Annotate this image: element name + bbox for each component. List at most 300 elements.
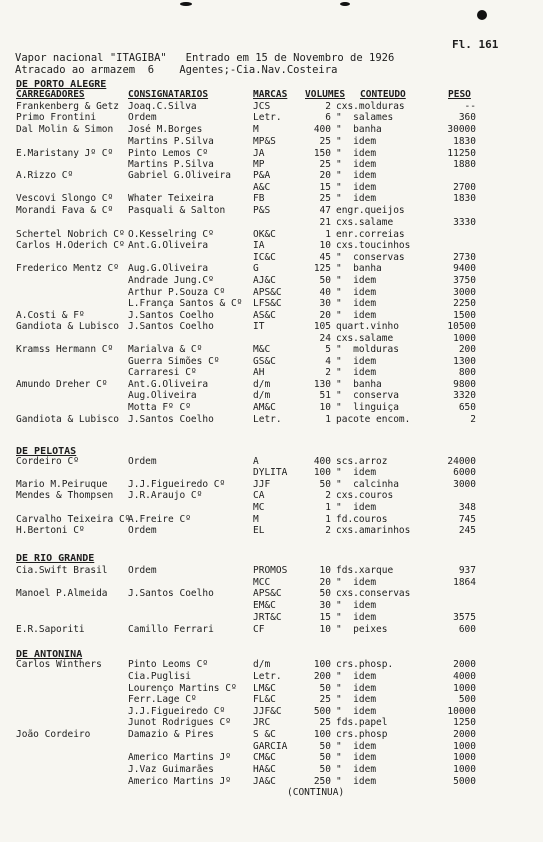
cell-vol: 25 bbox=[319, 717, 331, 728]
cell-con: J.Santos Coelho bbox=[128, 321, 214, 332]
cell-vol: 20 bbox=[319, 577, 331, 588]
manifest-row bbox=[0, 752, 543, 763]
cell-vol: 50 bbox=[319, 752, 331, 763]
cell-peso: 245 bbox=[458, 525, 476, 536]
cell-peso: 30000 bbox=[447, 124, 476, 135]
cell-vol: 50 bbox=[319, 764, 331, 775]
cell-vol: 2 bbox=[325, 101, 331, 112]
cell-cont: " conserva bbox=[336, 390, 399, 401]
manifest-row bbox=[0, 182, 543, 193]
cell-con: O.Kesselring Cº bbox=[128, 229, 214, 240]
cell-mar: CF bbox=[253, 624, 265, 635]
cell-vol: 15 bbox=[319, 612, 331, 623]
cell-con: Motta Fº Cº bbox=[128, 402, 191, 413]
cell-con: Guerra Simões Cº bbox=[128, 356, 220, 367]
cell-vol: 100 bbox=[313, 729, 331, 740]
cell-mar: AH bbox=[253, 367, 265, 378]
cell-mar: P&A bbox=[253, 170, 271, 181]
cell-cont: " idem bbox=[336, 671, 377, 682]
cell-mar: AS&C bbox=[253, 310, 276, 321]
manifest-row bbox=[0, 671, 543, 682]
cell-peso: 500 bbox=[458, 694, 476, 705]
cell-peso: 1000 bbox=[453, 333, 476, 344]
cell-con: J.Vaz Guimarães bbox=[128, 764, 214, 775]
cell-vol: 400 bbox=[313, 456, 331, 467]
cell-con: Carraresi Cº bbox=[128, 367, 197, 378]
cell-cont: " salames bbox=[336, 112, 394, 123]
manifest-row bbox=[0, 252, 543, 263]
manifest-row bbox=[0, 414, 543, 425]
cell-peso: 1864 bbox=[453, 577, 476, 588]
continua-note: (CONTINUA) bbox=[287, 787, 345, 798]
cell-car: Vescovi Slongo Cº bbox=[16, 193, 114, 204]
cell-mar: FL&C bbox=[253, 694, 276, 705]
cell-vol: 50 bbox=[319, 588, 331, 599]
column-header-marcas: MARCAS bbox=[253, 89, 288, 100]
manifest-row bbox=[0, 310, 543, 321]
cell-car: Mendes & Thompsen bbox=[16, 490, 114, 501]
cell-cont: " calcinha bbox=[336, 479, 399, 490]
cell-peso: 1830 bbox=[453, 193, 476, 204]
cell-mar: MP bbox=[253, 159, 265, 170]
cell-mar: JRT&C bbox=[253, 612, 282, 623]
cell-peso: 3330 bbox=[453, 217, 476, 228]
cell-vol: 40 bbox=[319, 287, 331, 298]
cell-mar: APS&C bbox=[253, 588, 282, 599]
cell-mar: JJF bbox=[253, 479, 271, 490]
cell-mar: HA&C bbox=[253, 764, 276, 775]
cell-mar: GARCIA bbox=[253, 741, 288, 752]
cell-vol: 50 bbox=[319, 741, 331, 752]
cell-con: J.J.Figueiredo Cº bbox=[128, 479, 226, 490]
cell-con: Gabriel G.Oliveira bbox=[128, 170, 231, 181]
cell-vol: 130 bbox=[313, 379, 331, 390]
cell-mar: A bbox=[253, 456, 259, 467]
cell-cont: quart.vinho bbox=[336, 321, 399, 332]
cell-vol: 25 bbox=[319, 193, 331, 204]
cell-vol: 25 bbox=[319, 136, 331, 147]
cell-car: A.Costi & Fº bbox=[16, 310, 85, 321]
cell-cont: cxs.conservas bbox=[336, 588, 411, 599]
cell-cont: cxs.toucinhos bbox=[336, 240, 411, 251]
cell-con: Camillo Ferrari bbox=[128, 624, 214, 635]
cell-cont: " idem bbox=[336, 776, 377, 787]
cell-vol: 50 bbox=[319, 479, 331, 490]
manifest-row bbox=[0, 659, 543, 670]
cell-peso: 5000 bbox=[453, 776, 476, 787]
cell-vol: 200 bbox=[313, 671, 331, 682]
manifest-row bbox=[0, 694, 543, 705]
cell-vol: 125 bbox=[313, 263, 331, 274]
cell-peso: 1250 bbox=[453, 717, 476, 728]
cell-mar: MC bbox=[253, 502, 265, 513]
column-header-volumes: VOLUMES bbox=[305, 89, 346, 100]
cell-peso: 200 bbox=[458, 344, 476, 355]
cell-car: Carvalho Teixeira Cº bbox=[16, 514, 131, 525]
manifest-row bbox=[0, 525, 543, 536]
cell-car: Mario M.Peiruque bbox=[16, 479, 108, 490]
cell-peso: 650 bbox=[458, 402, 476, 413]
cell-car: Carlos H.Oderich Cº bbox=[16, 240, 125, 251]
cell-peso: 1300 bbox=[453, 356, 476, 367]
manifest-row bbox=[0, 275, 543, 286]
cell-con: Whater Teixeira bbox=[128, 193, 214, 204]
cell-vol: 2 bbox=[325, 367, 331, 378]
cell-con: J.J.Figueiredo Cº bbox=[128, 706, 226, 717]
cell-cont: cxs.salame bbox=[336, 217, 394, 228]
cell-vol: 30 bbox=[319, 600, 331, 611]
manifest-row bbox=[0, 159, 543, 170]
cell-mar: PROMOS bbox=[253, 565, 288, 576]
cell-vol: 100 bbox=[313, 659, 331, 670]
manifest-row bbox=[0, 612, 543, 623]
manifest-row bbox=[0, 479, 543, 490]
cell-vol: 10 bbox=[319, 240, 331, 251]
cell-con: Pasquali & Salton bbox=[128, 205, 226, 216]
cell-cont: " idem bbox=[336, 287, 377, 298]
cell-cont: " idem bbox=[336, 577, 377, 588]
cell-cont: " banha bbox=[336, 124, 382, 135]
manifest-row bbox=[0, 136, 543, 147]
cell-con: Ordem bbox=[128, 565, 157, 576]
manifest-row bbox=[0, 124, 543, 135]
manifest-row bbox=[0, 776, 543, 787]
cell-mar: M&C bbox=[253, 344, 271, 355]
cell-peso: 360 bbox=[458, 112, 476, 123]
cell-vol: 400 bbox=[313, 124, 331, 135]
manifest-row bbox=[0, 112, 543, 123]
cell-car: Primo Frontini bbox=[16, 112, 97, 123]
cell-peso: 3320 bbox=[453, 390, 476, 401]
cell-vol: 25 bbox=[319, 694, 331, 705]
cell-cont: fd.couros bbox=[336, 514, 388, 525]
cell-vol: 500 bbox=[313, 706, 331, 717]
cell-car: E.Maristany Jº Cº bbox=[16, 148, 114, 159]
cell-peso: 348 bbox=[458, 502, 476, 513]
cell-car: E.R.Saporiti bbox=[16, 624, 85, 635]
cell-vol: 47 bbox=[319, 205, 331, 216]
cell-vol: 20 bbox=[319, 310, 331, 321]
cell-vol: 51 bbox=[319, 390, 331, 401]
cell-cont: crs.phosp. bbox=[336, 659, 394, 670]
manifest-row bbox=[0, 344, 543, 355]
cell-con: José M.Borges bbox=[128, 124, 203, 135]
cell-mar: d/m bbox=[253, 379, 271, 390]
manifest-row bbox=[0, 565, 543, 576]
cell-peso: 600 bbox=[458, 624, 476, 635]
cell-vol: 20 bbox=[319, 170, 331, 181]
manifest-row bbox=[0, 729, 543, 740]
cell-vol: 24 bbox=[319, 333, 331, 344]
manifest-row bbox=[0, 229, 543, 240]
cell-cont: " molduras bbox=[336, 344, 399, 355]
cell-peso: 3000 bbox=[453, 287, 476, 298]
manifest-row bbox=[0, 321, 543, 332]
manifest-row bbox=[0, 764, 543, 775]
manifest-row bbox=[0, 514, 543, 525]
cell-peso: 1830 bbox=[453, 136, 476, 147]
cell-cont: " idem bbox=[336, 298, 377, 309]
cell-cont: " peixes bbox=[336, 624, 388, 635]
cell-peso: 800 bbox=[458, 367, 476, 378]
cell-cont: " idem bbox=[336, 367, 377, 378]
cell-cont: cxs.salame bbox=[336, 333, 394, 344]
cell-cont: cxs.couros bbox=[336, 490, 394, 501]
cell-peso: 6000 bbox=[453, 467, 476, 478]
cell-mar: MP&S bbox=[253, 136, 276, 147]
column-header-conteudo: CONTEUDO bbox=[360, 89, 406, 100]
cell-cont: " banha bbox=[336, 379, 382, 390]
cell-vol: 45 bbox=[319, 252, 331, 263]
cell-peso: 3750 bbox=[453, 275, 476, 286]
cell-con: Ordem bbox=[128, 456, 157, 467]
cell-con: Marialva & Cº bbox=[128, 344, 203, 355]
manifest-row bbox=[0, 148, 543, 159]
manifest-row bbox=[0, 333, 543, 344]
section-pelotas: DE PELOTAS bbox=[16, 446, 77, 457]
cell-con: Lourenço Martins Cº bbox=[128, 683, 237, 694]
cell-mar: JA&C bbox=[253, 776, 276, 787]
cell-vol: 4 bbox=[325, 356, 331, 367]
manifest-row bbox=[0, 706, 543, 717]
cell-con: A.Freire Cº bbox=[128, 514, 191, 525]
cell-mar: AJ&C bbox=[253, 275, 276, 286]
cell-car: Frederico Mentz Cº bbox=[16, 263, 119, 274]
cell-peso: 2000 bbox=[453, 659, 476, 670]
manifest-row bbox=[0, 467, 543, 478]
cell-car: Schertel Nobrich Cº bbox=[16, 229, 125, 240]
cell-vol: 25 bbox=[319, 159, 331, 170]
cell-cont: " idem bbox=[336, 752, 377, 763]
cell-cont: enr.correias bbox=[336, 229, 405, 240]
cell-mar: IA bbox=[253, 240, 265, 251]
cell-peso: 10500 bbox=[447, 321, 476, 332]
cell-peso: 1880 bbox=[453, 159, 476, 170]
cell-mar: EL bbox=[253, 525, 265, 536]
cell-peso: 9400 bbox=[453, 263, 476, 274]
cell-cont: " idem bbox=[336, 764, 377, 775]
cell-con: Damazio & Pires bbox=[128, 729, 214, 740]
manifest-row bbox=[0, 263, 543, 274]
cell-mar: M bbox=[253, 124, 259, 135]
section-rio-grande: DE RIO GRANDE bbox=[16, 553, 95, 564]
column-header-consignatarios: CONSIGNATARIOS bbox=[128, 89, 209, 100]
cell-con: Martins P.Silva bbox=[128, 159, 214, 170]
manifest-row bbox=[0, 298, 543, 309]
manifest-row bbox=[0, 170, 543, 181]
cell-car: Amundo Dreher Cº bbox=[16, 379, 108, 390]
manifest-row bbox=[0, 287, 543, 298]
cell-vol: 15 bbox=[319, 182, 331, 193]
cell-cont: " idem bbox=[336, 356, 377, 367]
cell-vol: 50 bbox=[319, 683, 331, 694]
cell-mar: IC&C bbox=[253, 252, 276, 263]
cell-cont: " conservas bbox=[336, 252, 405, 263]
cell-cont: pacote encom. bbox=[336, 414, 411, 425]
cell-cont: " idem bbox=[336, 467, 377, 478]
cell-cont: " idem bbox=[336, 136, 377, 147]
cell-car: Dal Molin & Simon bbox=[16, 124, 114, 135]
cell-car: Gandiota & Lubisco bbox=[16, 414, 119, 425]
cell-mar: LFS&C bbox=[253, 298, 282, 309]
cell-peso: 1000 bbox=[453, 764, 476, 775]
cell-mar: Letr. bbox=[253, 414, 282, 425]
cell-vol: 2 bbox=[325, 525, 331, 536]
cell-vol: 1 bbox=[325, 514, 331, 525]
cell-peso: 3575 bbox=[453, 612, 476, 623]
column-header-peso: PESO bbox=[448, 89, 471, 100]
cell-mar: CM&C bbox=[253, 752, 276, 763]
cell-con: Ordem bbox=[128, 112, 157, 123]
cell-mar: JA bbox=[253, 148, 265, 159]
cell-car: Carlos Winthers bbox=[16, 659, 102, 670]
manifest-row bbox=[0, 490, 543, 501]
cell-peso: 1000 bbox=[453, 752, 476, 763]
cell-con: Pinto Leoms Cº bbox=[128, 659, 209, 670]
manifest-row bbox=[0, 624, 543, 635]
cell-cont: " idem bbox=[336, 612, 377, 623]
cell-mar: M bbox=[253, 514, 259, 525]
ink-blot bbox=[340, 2, 350, 6]
cell-peso: 10000 bbox=[447, 706, 476, 717]
cell-vol: 2 bbox=[325, 490, 331, 501]
cell-vol: 150 bbox=[313, 148, 331, 159]
manifest-row bbox=[0, 577, 543, 588]
cell-mar: d/m bbox=[253, 659, 271, 670]
cell-cont: " idem bbox=[336, 275, 377, 286]
vessel-line: Vapor nacional "ITAGIBA" Entrado em 15 de Novembro de 1926 bbox=[15, 52, 395, 64]
cell-peso: 2 bbox=[470, 414, 476, 425]
cell-mar: IT bbox=[253, 321, 265, 332]
manifest-row bbox=[0, 356, 543, 367]
cell-cont: " idem bbox=[336, 159, 377, 170]
cell-car: H.Bertoni Cº bbox=[16, 525, 85, 536]
cell-cont: engr.queijos bbox=[336, 205, 405, 216]
cell-con: Martins P.Silva bbox=[128, 136, 214, 147]
cell-mar: d/m bbox=[253, 390, 271, 401]
cell-cont: " idem bbox=[336, 741, 377, 752]
cell-con: Americo Martins Jº bbox=[128, 752, 231, 763]
cell-mar: LM&C bbox=[253, 683, 276, 694]
cell-con: Americo Martins Jº bbox=[128, 776, 231, 787]
manifest-row bbox=[0, 588, 543, 599]
cell-peso: -- bbox=[464, 101, 476, 112]
cell-cont: " idem bbox=[336, 694, 377, 705]
cell-cont: " idem bbox=[336, 706, 377, 717]
manifest-row bbox=[0, 502, 543, 513]
cell-vol: 1 bbox=[325, 502, 331, 513]
cell-cont: " idem bbox=[336, 600, 377, 611]
cell-peso: 2000 bbox=[453, 729, 476, 740]
cell-mar: EM&C bbox=[253, 600, 276, 611]
cell-mar: Letr. bbox=[253, 671, 282, 682]
cell-cont: " idem bbox=[336, 170, 377, 181]
cell-con: Ferr.Lage Cº bbox=[128, 694, 197, 705]
cell-mar: CA bbox=[253, 490, 265, 501]
cell-mar: OK&C bbox=[253, 229, 276, 240]
cell-cont: " linguiça bbox=[336, 402, 399, 413]
dock-agent-line: Atracado ao armazem 6 Agentes;-Cia.Nav.Costeira bbox=[15, 64, 338, 76]
cell-mar: G bbox=[253, 263, 259, 274]
cell-mar: S &C bbox=[253, 729, 276, 740]
cell-peso: 3000 bbox=[453, 479, 476, 490]
cell-mar: GS&C bbox=[253, 356, 276, 367]
manifest-row bbox=[0, 600, 543, 611]
cell-peso: 24000 bbox=[447, 456, 476, 467]
manifest-row bbox=[0, 390, 543, 401]
page-number: Fl. 161 bbox=[452, 38, 499, 51]
cell-cont: scs.arroz bbox=[336, 456, 388, 467]
cell-mar: Letr. bbox=[253, 112, 282, 123]
ink-blot bbox=[477, 10, 487, 20]
cell-car: Morandi Fava & Cº bbox=[16, 205, 114, 216]
cell-vol: 30 bbox=[319, 298, 331, 309]
cell-mar: P&S bbox=[253, 205, 271, 216]
manifest-row bbox=[0, 193, 543, 204]
cell-con: Aug.Oliveira bbox=[128, 390, 197, 401]
cell-vol: 21 bbox=[319, 217, 331, 228]
cell-peso: 1500 bbox=[453, 310, 476, 321]
cell-vol: 1 bbox=[325, 229, 331, 240]
cell-car: Frankenberg & Getz bbox=[16, 101, 119, 112]
cell-car: A.Rizzo Cº bbox=[16, 170, 74, 181]
cell-peso: 11250 bbox=[447, 148, 476, 159]
cell-mar: JCS bbox=[253, 101, 271, 112]
cell-vol: 100 bbox=[313, 467, 331, 478]
cell-peso: 745 bbox=[458, 514, 476, 525]
cell-cont: cxs.molduras bbox=[336, 101, 405, 112]
cell-mar: AM&C bbox=[253, 402, 276, 413]
cell-con: Pinto Lemos Cº bbox=[128, 148, 209, 159]
cell-con: Andrade Jung.Cº bbox=[128, 275, 214, 286]
manifest-row bbox=[0, 717, 543, 728]
cell-con: Joaq.C.Silva bbox=[128, 101, 197, 112]
cell-vol: 6 bbox=[325, 112, 331, 123]
cell-cont: " idem bbox=[336, 310, 377, 321]
cell-cont: " idem bbox=[336, 683, 377, 694]
manifest-row bbox=[0, 205, 543, 216]
cell-car: Cia.Swift Brasil bbox=[16, 565, 108, 576]
manifest-row bbox=[0, 217, 543, 228]
cell-peso: 2730 bbox=[453, 252, 476, 263]
cell-con: J.R.Araujo Cº bbox=[128, 490, 203, 501]
column-header-carregadores: CARREGADORES bbox=[16, 89, 85, 100]
cell-vol: 10 bbox=[319, 624, 331, 635]
cell-con: Ant.G.Oliveira bbox=[128, 379, 209, 390]
cell-car: Kramss Hermann Cº bbox=[16, 344, 114, 355]
cell-car: Manoel P.Almeida bbox=[16, 588, 108, 599]
cell-peso: 1000 bbox=[453, 683, 476, 694]
cell-con: Ant.G.Oliveira bbox=[128, 240, 209, 251]
cell-vol: 50 bbox=[319, 275, 331, 286]
cell-cont: " idem bbox=[336, 193, 377, 204]
cell-vol: 5 bbox=[325, 344, 331, 355]
cell-mar: JJF&C bbox=[253, 706, 282, 717]
cell-con: J.Santos Coelho bbox=[128, 588, 214, 599]
manifest-row bbox=[0, 683, 543, 694]
cell-con: Aug.G.Oliveira bbox=[128, 263, 209, 274]
cell-car: Gandiota & Lubisco bbox=[16, 321, 119, 332]
manifest-row bbox=[0, 741, 543, 752]
manifest-row bbox=[0, 456, 543, 467]
section-porto-alegre: DE PORTO ALEGRE bbox=[16, 79, 107, 90]
cell-vol: 105 bbox=[313, 321, 331, 332]
cell-cont: " idem bbox=[336, 502, 377, 513]
cell-con: Cia.Puglisi bbox=[128, 671, 191, 682]
cell-peso: 2250 bbox=[453, 298, 476, 309]
cell-cont: cxs.amarinhos bbox=[336, 525, 411, 536]
cell-cont: fds.xarque bbox=[336, 565, 394, 576]
